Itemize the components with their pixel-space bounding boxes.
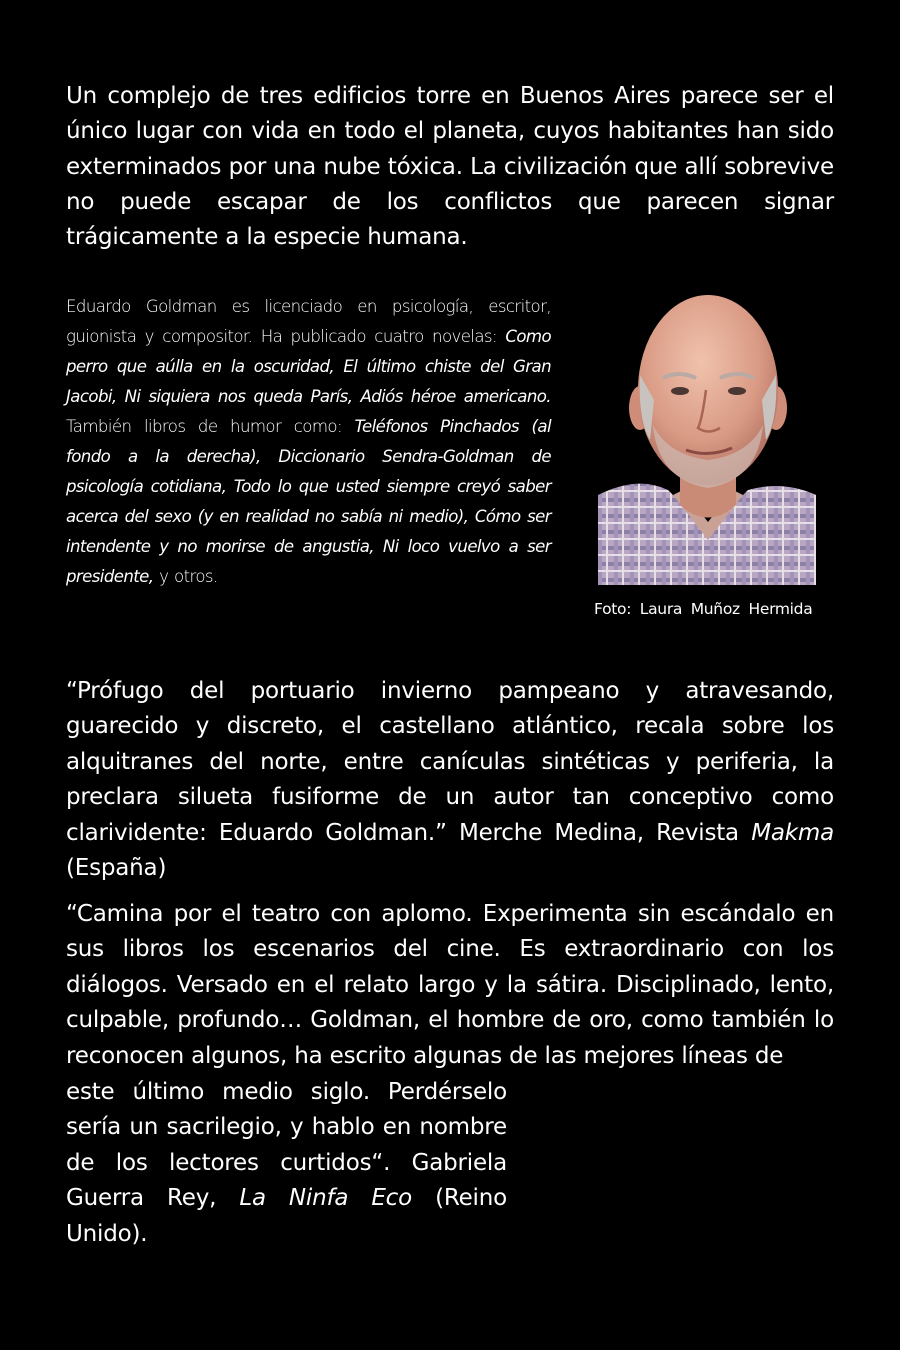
review-quote-ninfa-eco-part1: “Camina por el teatro con aplomo. Experimenta sin escándalo en sus libros los escenarios del cine. Es extraordinario con los diálogos. Versado en el relato largo y la sátira. Disciplinado, lento, culpable, profundo… Goldman, el hombre de oro, como también lo reconocen algunos, ha escrito algunas de las mejores líneas de [66,901,834,1069]
quote2-tail: (Reino Unido). [66,1185,507,1247]
author-bio-paragraph [66,292,551,592]
author-portrait-image [598,290,816,585]
bio-novels-titles: Como perro que aúlla en la oscuridad, El último chiste del Gran Jacobi, Ni siquiera nos queda París, Adiós héroe americano. [66,327,551,406]
review-quote-ninfa-eco-part2 [66,1075,507,1252]
synopsis-paragraph: Un complejo de tres edificios torre en Buenos Aires parece ser el único lugar con vida en todo el planeta, cuyos habitantes han sido exterminados por una nube tóxica. La civilización que allí sobrevive no puede escapar de los conflictos que parecen signar trágicamente a la especie humana. [66,83,834,251]
quote1-source: Makma [751,819,834,846]
author-photo [598,290,816,585]
bio-humor-titles: Teléfonos Pinchados (al fondo a la derecha), Diccionario Sendra-Goldman de psicología cotidiana, Todo lo que usted siempre creyó saber acerca del sexo (y en realidad no sabía ni medio), Cómo ser intendente y no morirse de angustia, Ni loco vuelvo a ser presidente, [66,417,551,586]
photo-caption: Foto: Laura Muñoz Hermida [594,600,813,618]
quote1-tail: (España) [66,855,167,882]
quote1-text: “Prófugo del portuario invierno pampeano y atravesando, guarecido y discreto, el castellano atlántico, recala sobre los alquitranes del norte, entre canículas sintéticas y periferia, la preclara silueta fusiforme de un autor tan conceptivo como clarividente: Eduardo Goldman.” Merche Medina, Revista [66,678,834,846]
bio-text-3: y otros. [153,567,218,586]
bio-text-1: Eduardo Goldman es licenciado en psicología, escritor, guionista y compositor. Ha publicado cuatro novelas: [66,297,551,346]
bio-text-2: También libros de humor como: [66,417,355,436]
quote2-source: La Ninfa Eco [239,1185,412,1212]
quote2-text: este último medio siglo. Perdérselo sería un sacrilegio, y hablo en nombre de los lectores curtidos“. Gabriela Guerra Rey, [66,1079,507,1212]
review-quote-makma [66,674,834,886]
